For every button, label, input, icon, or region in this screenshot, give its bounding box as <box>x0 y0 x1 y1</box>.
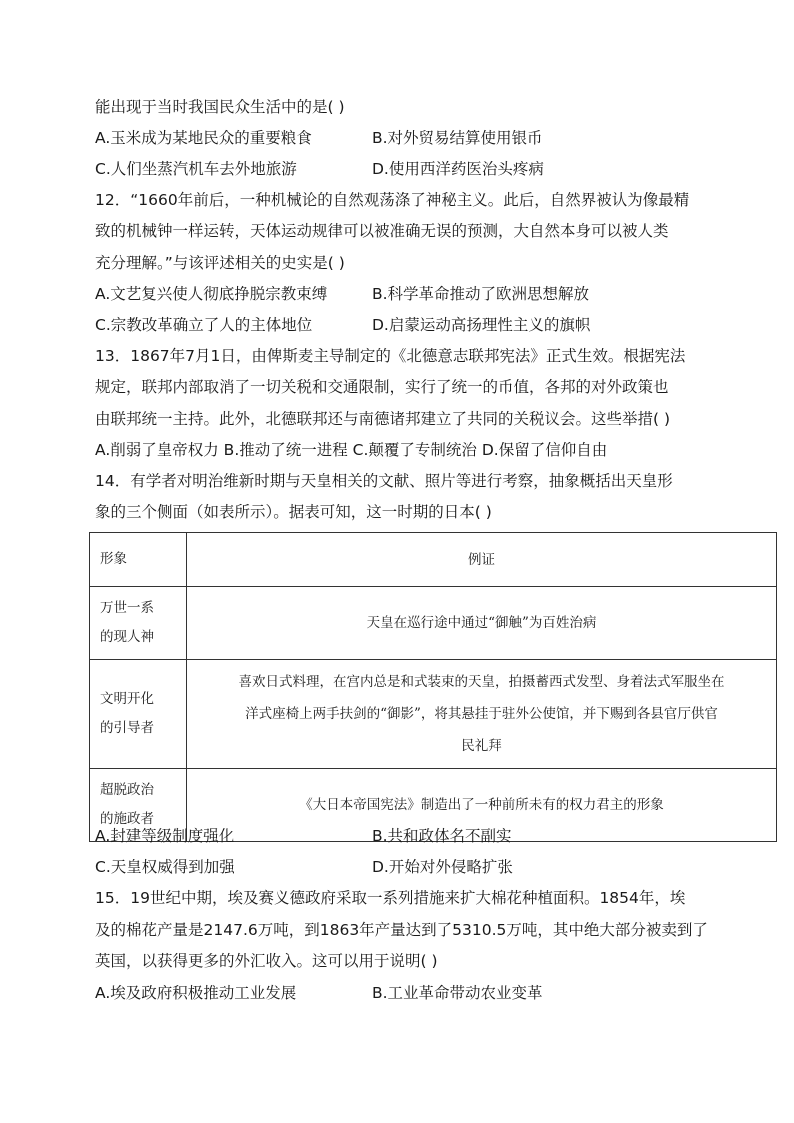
q13-stem-line-3: 由联邦统一主持。此外，北德联邦还与南德诸邦建立了共同的关税议会。这些举措( ) <box>95 410 671 428</box>
q13-stem-line-1: 13．1867年7月1日，由俾斯麦主导制定的《北德意志联邦宪法》正式生效。根据宪法 <box>95 347 686 365</box>
q12-stem-line-3: 充分理解。”与该评述相关的史实是( ) <box>95 254 345 272</box>
q11-option-a[interactable]: A.玉米成为某地民众的重要粮食 <box>95 129 312 147</box>
q13-options[interactable]: A.削弱了皇帝权力 B.推动了统一进程 C.颠覆了专制统治 D.保留了信仰自由 <box>95 441 608 459</box>
q14-table <box>89 532 777 842</box>
content-line: 喜欢日式料理，在宫内总是和式装束的天皇，拍摄蓄西式发型、身着法式军服坐在 <box>238 674 725 690</box>
q14-option-a[interactable]: A.封建等级制度强化 <box>95 827 235 845</box>
content-line: 天皇在巡行途中通过“御触”为百姓治病 <box>366 615 597 631</box>
q15-stem-line-2: 及的棉花产量是2147.6万吨，到1863年产量达到了5310.5万吨，其中绝大部分被卖到了 <box>95 921 708 939</box>
table-row <box>90 660 777 769</box>
content-line: 洋式座椅上两手扶剑的“御影”，将其悬挂于驻外公使馆，并下赐到各县官厅供官 <box>245 706 718 722</box>
label-line: 的施政者 <box>100 811 154 827</box>
table-row <box>90 587 777 660</box>
q14-stem-line-1: 14．有学者对明治维新时期与天皇相关的文献、照片等进行考察，抽象概括出天皇形 <box>95 472 673 490</box>
table-row-label <box>90 587 187 660</box>
q14-option-c[interactable]: C.天皇权威得到加强 <box>95 858 235 876</box>
table-header-row <box>90 533 777 587</box>
q12-option-c[interactable]: C.宗教改革确立了人的主体地位 <box>95 316 313 334</box>
table-row-label <box>90 660 187 769</box>
q13-stem-line-2: 规定，联邦内部取消了一切关税和交通限制，实行了统一的币值，各邦的对外政策也 <box>95 378 669 396</box>
table-header-image: 形象 <box>90 533 187 587</box>
label-line: 的引导者 <box>100 720 154 736</box>
q15-option-b[interactable]: B.工业革命带动农业变革 <box>372 984 543 1002</box>
q15-stem-line-1: 15．19世纪中期，埃及赛义德政府采取一系列措施来扩大棉花种植面积。1854年，埃 <box>95 889 686 907</box>
q12-option-d[interactable]: D.启蒙运动高扬理性主义的旗帜 <box>372 316 591 334</box>
label-line: 超脱政治 <box>100 782 154 798</box>
q14-option-d[interactable]: D.开始对外侵略扩张 <box>372 858 513 876</box>
q12-stem-line-2: 致的机械钟一样运转，天体运动规律可以被准确无误的预测，大自然本身可以被人类 <box>95 222 669 240</box>
q11-option-d[interactable]: D.使用西洋药医治头疼病 <box>372 160 544 178</box>
label-line: 万世一系 <box>100 600 154 616</box>
label-line: 的现人神 <box>100 629 154 645</box>
q12-stem-line-1: 12．“1660年前后，一种机械论的自然观荡涤了神秘主义。此后，自然界被认为像最精 <box>95 191 690 209</box>
q11-stem: 能出现于当时我国民众生活中的是( ) <box>95 98 345 116</box>
q14-stem-line-2: 象的三个侧面（如表所示）。据表可知，这一时期的日本( ) <box>95 503 492 521</box>
table-header-evidence: 例证 <box>187 533 777 587</box>
q15-option-a[interactable]: A.埃及政府积极推动工业发展 <box>95 984 297 1002</box>
label-line: 文明开化 <box>100 691 154 707</box>
table-row-content <box>187 660 777 769</box>
table-row-content <box>187 587 777 660</box>
q11-option-c[interactable]: C.人们坐蒸汽机车去外地旅游 <box>95 160 297 178</box>
q12-option-b[interactable]: B.科学革命推动了欧洲思想解放 <box>372 285 590 303</box>
q11-option-b[interactable]: B.对外贸易结算使用银币 <box>372 129 543 147</box>
content-line: 《大日本帝国宪法》制造出了一种前所未有的权力君主的形象 <box>299 797 664 813</box>
content-line: 民礼拜 <box>461 738 502 754</box>
q14-option-b[interactable]: B.共和政体名不副实 <box>372 827 512 845</box>
q15-stem-line-3: 英国，以获得更多的外汇收入。这可以用于说明( ) <box>95 952 438 970</box>
q12-option-a[interactable]: A.文艺复兴使人彻底挣脱宗教束缚 <box>95 285 328 303</box>
